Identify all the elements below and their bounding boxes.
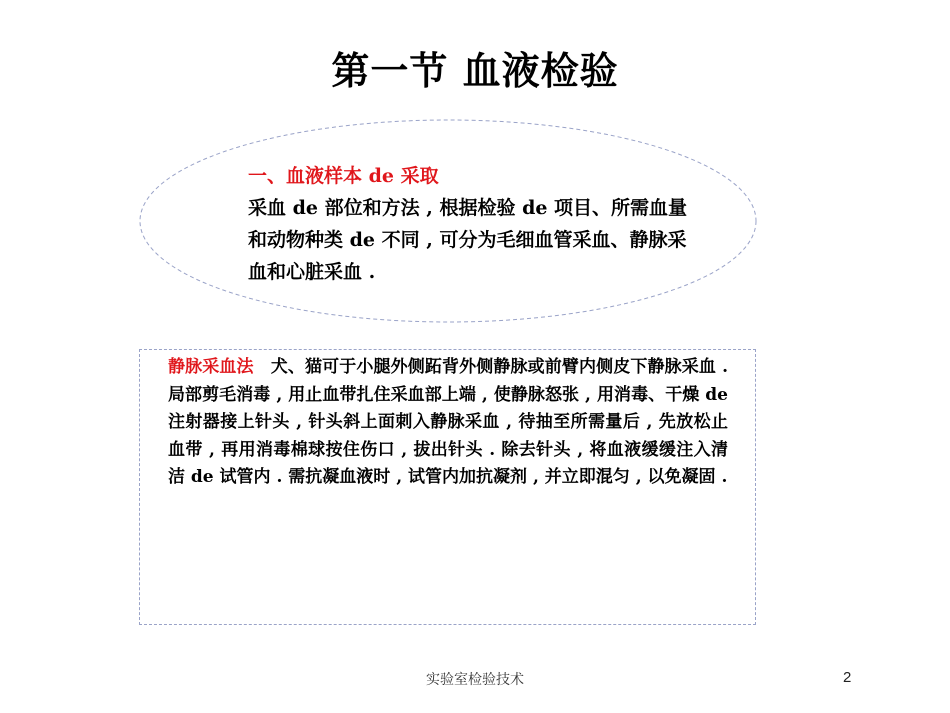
page-number: 2 — [843, 669, 852, 686]
footer-caption: 实验室检验技术 — [426, 672, 524, 688]
slide-title: 第一节 血液检验 — [331, 49, 619, 93]
section-text — [248, 160, 698, 288]
method-lead: 静脉采血法 — [168, 357, 254, 377]
section-heading: 一、血液样本 de 采取 — [248, 165, 439, 187]
method-text — [168, 354, 728, 492]
section-body: 采血 de 部位和方法 , 根据检验 de 项目、所需血量和动物种类 de 不同 , 可分为毛细血管采血、静脉采血和心脏采血 . — [248, 197, 688, 283]
method-body: 犬、猫可于小腿外侧跖背外侧静脉或前臂内侧皮下静脉采血 . 局部剪毛消毒 , 用止血带扎住采血部上端 , 使静脉怒张 , 用消毒、干燥 de 注射器接上针头 , 针头斜上面刺入静脉采血 , 待抽至所需量后 , 先放松止血带 , 再用消毒棉球按住伤口 , 拔出针头 . 除去针头 , 将血液缓缓注入清洁 de 试管内 . 需抗凝血液时 , 试管内加抗凝剂 , 并立即混匀 , 以免凝固 . — [168, 357, 729, 487]
